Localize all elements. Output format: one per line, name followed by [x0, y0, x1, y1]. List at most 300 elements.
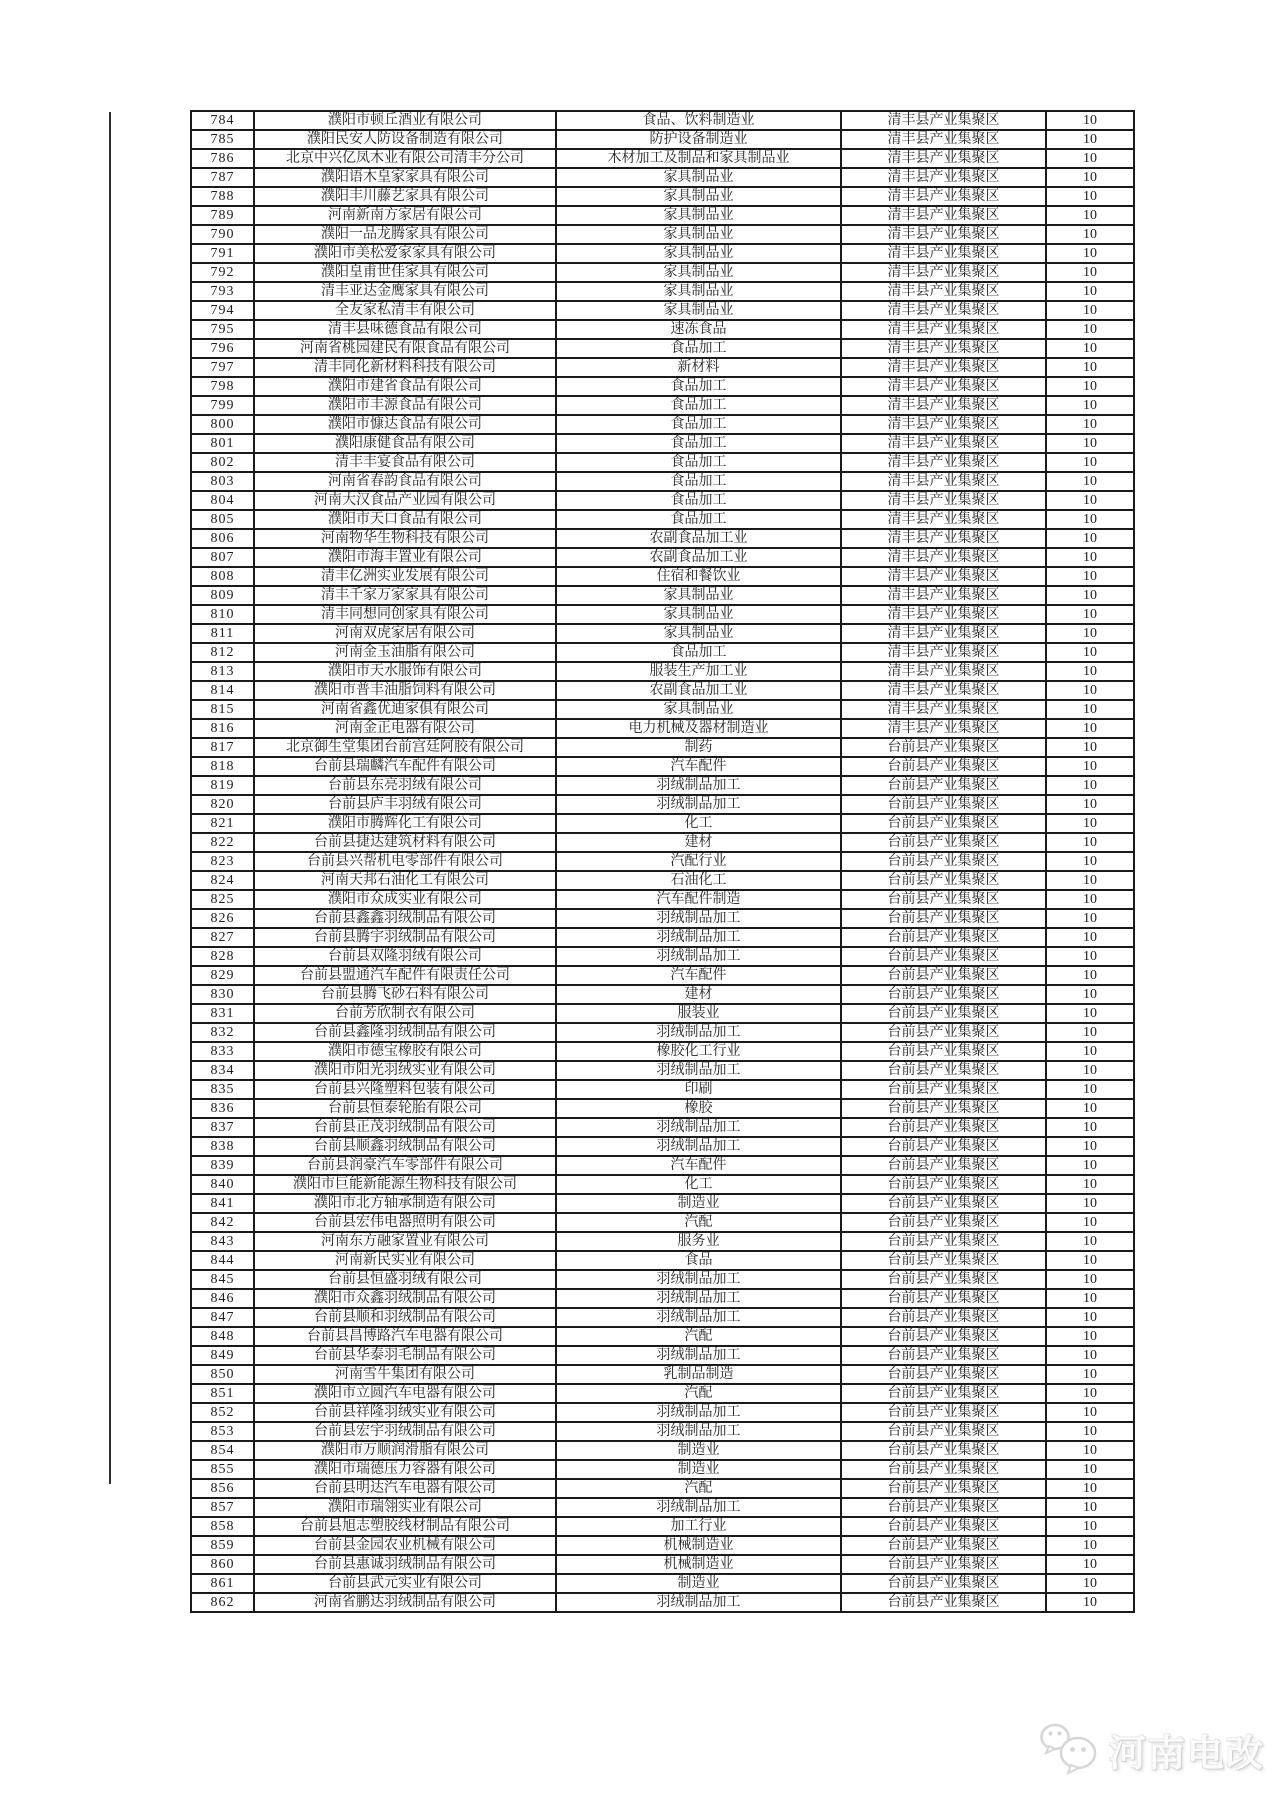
cell-value: 10	[1046, 814, 1134, 833]
cell-no: 839	[191, 1156, 254, 1175]
cell-company: 濮阳市北方轴承制造有限公司	[254, 1194, 556, 1213]
company-table-body	[191, 111, 1134, 1612]
table-row	[191, 263, 1134, 282]
cell-company: 清丰同化新材料科技有限公司	[254, 358, 556, 377]
cell-district: 台前县产业集聚区	[841, 1555, 1046, 1574]
table-row	[191, 1194, 1134, 1213]
cell-company: 河南省桃园建民有限食品有限公司	[254, 339, 556, 358]
cell-value: 10	[1046, 1574, 1134, 1593]
cell-company: 濮阳市瑞德压力容器有限公司	[254, 1460, 556, 1479]
cell-district: 清丰县产业集聚区	[841, 377, 1046, 396]
table-row	[191, 1232, 1134, 1251]
cell-value: 10	[1046, 966, 1134, 985]
cell-no: 816	[191, 719, 254, 738]
cell-value: 10	[1046, 643, 1134, 662]
cell-district: 台前县产业集聚区	[841, 871, 1046, 890]
cell-value: 10	[1046, 1365, 1134, 1384]
cell-industry: 家具制品业	[556, 244, 841, 263]
cell-value: 10	[1046, 396, 1134, 415]
cell-company: 北京御生堂集团台前宫廷阿胶有限公司	[254, 738, 556, 757]
cell-no: 855	[191, 1460, 254, 1479]
cell-industry: 家具制品业	[556, 605, 841, 624]
cell-no: 851	[191, 1384, 254, 1403]
cell-district: 台前县产业集聚区	[841, 1137, 1046, 1156]
cell-industry: 橡胶	[556, 1099, 841, 1118]
cell-industry: 家具制品业	[556, 624, 841, 643]
cell-district: 清丰县产业集聚区	[841, 206, 1046, 225]
cell-value: 10	[1046, 149, 1134, 168]
cell-no: 818	[191, 757, 254, 776]
cell-company: 台前县东亮羽绒有限公司	[254, 776, 556, 795]
table-row	[191, 225, 1134, 244]
cell-value: 10	[1046, 130, 1134, 149]
cell-value: 10	[1046, 491, 1134, 510]
cell-no: 786	[191, 149, 254, 168]
table-row	[191, 206, 1134, 225]
table-row	[191, 1042, 1134, 1061]
cell-no: 861	[191, 1574, 254, 1593]
table-row	[191, 681, 1134, 700]
cell-company: 台前县兴帮机电零部件有限公司	[254, 852, 556, 871]
table-row	[191, 434, 1134, 453]
table-row	[191, 738, 1134, 757]
cell-industry: 制造业	[556, 1574, 841, 1593]
table-row	[191, 1118, 1134, 1137]
cell-value: 10	[1046, 1327, 1134, 1346]
table-row	[191, 548, 1134, 567]
cell-industry: 速冻食品	[556, 320, 841, 339]
cell-no: 805	[191, 510, 254, 529]
cell-district: 清丰县产业集聚区	[841, 624, 1046, 643]
cell-value: 10	[1046, 244, 1134, 263]
cell-district: 清丰县产业集聚区	[841, 434, 1046, 453]
cell-value: 10	[1046, 776, 1134, 795]
cell-value: 10	[1046, 168, 1134, 187]
cell-district: 台前县产业集聚区	[841, 1441, 1046, 1460]
cell-company: 濮阳市瑞翎实业有限公司	[254, 1498, 556, 1517]
cell-no: 856	[191, 1479, 254, 1498]
cell-district: 台前县产业集聚区	[841, 966, 1046, 985]
company-table	[190, 110, 1135, 1613]
cell-no: 837	[191, 1118, 254, 1137]
cell-district: 台前县产业集聚区	[841, 1213, 1046, 1232]
cell-district: 台前县产业集聚区	[841, 947, 1046, 966]
cell-industry: 机械制造业	[556, 1536, 841, 1555]
cell-industry: 食品加工	[556, 339, 841, 358]
table-row	[191, 1498, 1134, 1517]
cell-industry: 汽配	[556, 1479, 841, 1498]
wechat-chat-bubbles-icon	[1038, 1720, 1100, 1781]
cell-district: 台前县产业集聚区	[841, 1289, 1046, 1308]
table-row	[191, 852, 1134, 871]
cell-no: 840	[191, 1175, 254, 1194]
table-row	[191, 1289, 1134, 1308]
cell-no: 798	[191, 377, 254, 396]
cell-industry: 家具制品业	[556, 586, 841, 605]
cell-value: 10	[1046, 985, 1134, 1004]
cell-industry: 食品加工	[556, 377, 841, 396]
cell-district: 台前县产业集聚区	[841, 1042, 1046, 1061]
cell-company: 濮阳一品龙腾家具有限公司	[254, 225, 556, 244]
cell-value: 10	[1046, 529, 1134, 548]
table-row	[191, 871, 1134, 890]
cell-district: 清丰县产业集聚区	[841, 320, 1046, 339]
cell-value: 10	[1046, 453, 1134, 472]
cell-value: 10	[1046, 1403, 1134, 1422]
cell-industry: 印刷	[556, 1080, 841, 1099]
cell-value: 10	[1046, 111, 1134, 130]
cell-district: 台前县产业集聚区	[841, 814, 1046, 833]
cell-no: 785	[191, 130, 254, 149]
cell-no: 790	[191, 225, 254, 244]
cell-no: 857	[191, 1498, 254, 1517]
cell-company: 濮阳皇甫世佳家具有限公司	[254, 263, 556, 282]
cell-value: 10	[1046, 1555, 1134, 1574]
cell-value: 10	[1046, 605, 1134, 624]
cell-no: 854	[191, 1441, 254, 1460]
table-row	[191, 1308, 1134, 1327]
table-row	[191, 130, 1134, 149]
cell-district: 台前县产业集聚区	[841, 1346, 1046, 1365]
cell-industry: 服装生产加工业	[556, 662, 841, 681]
table-row	[191, 567, 1134, 586]
cell-company: 濮阳市慷达食品有限公司	[254, 415, 556, 434]
cell-district: 台前县产业集聚区	[841, 852, 1046, 871]
cell-district: 台前县产业集聚区	[841, 1593, 1046, 1612]
cell-company: 濮阳市天口食品有限公司	[254, 510, 556, 529]
cell-no: 826	[191, 909, 254, 928]
cell-company: 台前县恒泰轮胎有限公司	[254, 1099, 556, 1118]
cell-no: 813	[191, 662, 254, 681]
cell-company: 台前县瑞麟汽车配件有限公司	[254, 757, 556, 776]
cell-value: 10	[1046, 301, 1134, 320]
cell-district: 清丰县产业集聚区	[841, 662, 1046, 681]
cell-value: 10	[1046, 662, 1134, 681]
cell-district: 台前县产业集聚区	[841, 833, 1046, 852]
cell-district: 台前县产业集聚区	[841, 1175, 1046, 1194]
cell-value: 10	[1046, 1118, 1134, 1137]
cell-company: 河南天邦石油化工有限公司	[254, 871, 556, 890]
cell-industry: 羽绒制品加工	[556, 1137, 841, 1156]
cell-industry: 羽绒制品加工	[556, 1023, 841, 1042]
cell-industry: 羽绒制品加工	[556, 795, 841, 814]
cell-value: 10	[1046, 738, 1134, 757]
table-row	[191, 1327, 1134, 1346]
cell-district: 台前县产业集聚区	[841, 928, 1046, 947]
cell-no: 832	[191, 1023, 254, 1042]
cell-value: 10	[1046, 1517, 1134, 1536]
cell-company: 濮阳市德宝橡胶有限公司	[254, 1042, 556, 1061]
cell-no: 841	[191, 1194, 254, 1213]
cell-district: 台前县产业集聚区	[841, 1308, 1046, 1327]
cell-industry: 服装业	[556, 1004, 841, 1023]
cell-no: 787	[191, 168, 254, 187]
cell-value: 10	[1046, 719, 1134, 738]
cell-district: 清丰县产业集聚区	[841, 567, 1046, 586]
cell-company: 河南省鑫优迪家俱有限公司	[254, 700, 556, 719]
cell-district: 台前县产业集聚区	[841, 1080, 1046, 1099]
cell-no: 807	[191, 548, 254, 567]
cell-value: 10	[1046, 890, 1134, 909]
cell-industry: 食品、饮料制造业	[556, 111, 841, 130]
cell-district: 清丰县产业集聚区	[841, 168, 1046, 187]
cell-value: 10	[1046, 1023, 1134, 1042]
cell-no: 793	[191, 282, 254, 301]
cell-industry: 食品加工	[556, 510, 841, 529]
cell-company: 河南东方融家置业有限公司	[254, 1232, 556, 1251]
cell-district: 清丰县产业集聚区	[841, 643, 1046, 662]
cell-no: 810	[191, 605, 254, 624]
cell-company: 台前县鑫隆羽绒制品有限公司	[254, 1023, 556, 1042]
table-row	[191, 624, 1134, 643]
cell-company: 清丰亿洲实业发展有限公司	[254, 567, 556, 586]
cell-no: 847	[191, 1308, 254, 1327]
cell-no: 801	[191, 434, 254, 453]
cell-value: 10	[1046, 1346, 1134, 1365]
cell-no: 800	[191, 415, 254, 434]
table-row	[191, 776, 1134, 795]
table-row	[191, 396, 1134, 415]
cell-industry: 食品加工	[556, 453, 841, 472]
table-row	[191, 510, 1134, 529]
cell-company: 台前县恒盛羽绒有限公司	[254, 1270, 556, 1289]
table-row	[191, 472, 1134, 491]
cell-company: 河南新民实业有限公司	[254, 1251, 556, 1270]
table-row	[191, 1156, 1134, 1175]
watermark	[1038, 1718, 1265, 1782]
cell-company: 台前县兴隆塑料包装有限公司	[254, 1080, 556, 1099]
cell-industry: 木材加工及制品和家具制品业	[556, 149, 841, 168]
table-row	[191, 358, 1134, 377]
table-row	[191, 966, 1134, 985]
cell-district: 清丰县产业集聚区	[841, 415, 1046, 434]
cell-value: 10	[1046, 1460, 1134, 1479]
cell-value: 10	[1046, 852, 1134, 871]
cell-industry: 汽配	[556, 1327, 841, 1346]
cell-company: 河南省春韵食品有限公司	[254, 472, 556, 491]
cell-district: 清丰县产业集聚区	[841, 510, 1046, 529]
cell-no: 803	[191, 472, 254, 491]
cell-value: 10	[1046, 700, 1134, 719]
cell-company: 河南金玉油脂有限公司	[254, 643, 556, 662]
cell-district: 清丰县产业集聚区	[841, 472, 1046, 491]
table-row	[191, 529, 1134, 548]
cell-company: 台前县捷达建筑材料有限公司	[254, 833, 556, 852]
cell-company: 台前县正茂羽绒制品有限公司	[254, 1118, 556, 1137]
cell-company: 清丰丰宴食品有限公司	[254, 453, 556, 472]
cell-no: 806	[191, 529, 254, 548]
cell-company: 清丰县味德食品有限公司	[254, 320, 556, 339]
cell-no: 845	[191, 1270, 254, 1289]
cell-district: 台前县产业集聚区	[841, 1460, 1046, 1479]
table-row	[191, 1365, 1134, 1384]
table-row	[191, 1574, 1134, 1593]
cell-industry: 食品加工	[556, 434, 841, 453]
cell-district: 台前县产业集聚区	[841, 985, 1046, 1004]
cell-no: 784	[191, 111, 254, 130]
cell-company: 台前县鑫鑫羽绒制品有限公司	[254, 909, 556, 928]
cell-value: 10	[1046, 1175, 1134, 1194]
cell-value: 10	[1046, 1593, 1134, 1612]
cell-industry: 农副食品加工业	[556, 548, 841, 567]
cell-district: 清丰县产业集聚区	[841, 149, 1046, 168]
cell-no: 834	[191, 1061, 254, 1080]
table-row	[191, 1023, 1134, 1042]
cell-district: 清丰县产业集聚区	[841, 225, 1046, 244]
cell-value: 10	[1046, 1232, 1134, 1251]
cell-value: 10	[1046, 1004, 1134, 1023]
cell-district: 清丰县产业集聚区	[841, 396, 1046, 415]
cell-industry: 汽配	[556, 1213, 841, 1232]
cell-district: 清丰县产业集聚区	[841, 187, 1046, 206]
cell-company: 台前县顺和羽绒制品有限公司	[254, 1308, 556, 1327]
cell-company: 濮阳市阳光羽绒实业有限公司	[254, 1061, 556, 1080]
cell-company: 北京中兴亿凤木业有限公司清丰分公司	[254, 149, 556, 168]
watermark-label: 河南电改	[1109, 1733, 1265, 1774]
cell-value: 10	[1046, 795, 1134, 814]
cell-no: 799	[191, 396, 254, 415]
cell-district: 台前县产业集聚区	[841, 1384, 1046, 1403]
cell-district: 清丰县产业集聚区	[841, 700, 1046, 719]
cell-industry: 家具制品业	[556, 168, 841, 187]
cell-company: 濮阳市建省食品有限公司	[254, 377, 556, 396]
table-row	[191, 1479, 1134, 1498]
cell-no: 828	[191, 947, 254, 966]
cell-no: 824	[191, 871, 254, 890]
cell-company: 濮阳市丰源食品有限公司	[254, 396, 556, 415]
cell-industry: 汽配行业	[556, 852, 841, 871]
table-row	[191, 700, 1134, 719]
cell-district: 清丰县产业集聚区	[841, 586, 1046, 605]
table-row	[191, 985, 1134, 1004]
cell-industry: 汽配	[556, 1384, 841, 1403]
cell-value: 10	[1046, 206, 1134, 225]
cell-value: 10	[1046, 434, 1134, 453]
cell-industry: 农副食品加工业	[556, 681, 841, 700]
cell-industry: 食品加工	[556, 472, 841, 491]
cell-no: 835	[191, 1080, 254, 1099]
cell-value: 10	[1046, 586, 1134, 605]
cell-no: 830	[191, 985, 254, 1004]
table-row	[191, 301, 1134, 320]
cell-company: 濮阳市立圆汽车电器有限公司	[254, 1384, 556, 1403]
cell-no: 822	[191, 833, 254, 852]
cell-no: 836	[191, 1099, 254, 1118]
cell-industry: 农副食品加工业	[556, 529, 841, 548]
cell-value: 10	[1046, 1061, 1134, 1080]
cell-industry: 家具制品业	[556, 700, 841, 719]
table-row	[191, 282, 1134, 301]
cell-industry: 羽绒制品加工	[556, 947, 841, 966]
cell-industry: 家具制品业	[556, 282, 841, 301]
cell-district: 清丰县产业集聚区	[841, 111, 1046, 130]
cell-no: 796	[191, 339, 254, 358]
cell-no: 853	[191, 1422, 254, 1441]
cell-district: 清丰县产业集聚区	[841, 263, 1046, 282]
cell-no: 831	[191, 1004, 254, 1023]
cell-company: 台前县昌博路汽车电器有限公司	[254, 1327, 556, 1346]
table-row	[191, 928, 1134, 947]
cell-company: 台前县武元实业有限公司	[254, 1574, 556, 1593]
cell-district: 台前县产业集聚区	[841, 1061, 1046, 1080]
cell-no: 811	[191, 624, 254, 643]
table-row	[191, 339, 1134, 358]
cell-no: 860	[191, 1555, 254, 1574]
cell-company: 台前县盟通汽车配件有限责任公司	[254, 966, 556, 985]
table-row	[191, 1004, 1134, 1023]
cell-no: 792	[191, 263, 254, 282]
cell-company: 清丰千家万家家具有限公司	[254, 586, 556, 605]
cell-industry: 羽绒制品加工	[556, 1498, 841, 1517]
cell-no: 797	[191, 358, 254, 377]
cell-district: 台前县产业集聚区	[841, 1251, 1046, 1270]
cell-value: 10	[1046, 1137, 1134, 1156]
table-row	[191, 1555, 1134, 1574]
cell-industry: 家具制品业	[556, 225, 841, 244]
cell-company: 河南省鹏达羽绒制品有限公司	[254, 1593, 556, 1612]
cell-value: 10	[1046, 1213, 1134, 1232]
cell-company: 濮阳市万顺润滑脂有限公司	[254, 1441, 556, 1460]
cell-industry: 制造业	[556, 1441, 841, 1460]
cell-company: 台前县顺鑫羽绒制品有限公司	[254, 1137, 556, 1156]
table-row	[191, 643, 1134, 662]
cell-company: 全友家私清丰有限公司	[254, 301, 556, 320]
cell-value: 10	[1046, 472, 1134, 491]
cell-no: 820	[191, 795, 254, 814]
cell-district: 台前县产业集聚区	[841, 1403, 1046, 1422]
cell-district: 清丰县产业集聚区	[841, 301, 1046, 320]
cell-company: 河南雪牛集团有限公司	[254, 1365, 556, 1384]
cell-industry: 乳制品制造	[556, 1365, 841, 1384]
table-row	[191, 377, 1134, 396]
cell-value: 10	[1046, 1251, 1134, 1270]
table-row	[191, 795, 1134, 814]
cell-value: 10	[1046, 320, 1134, 339]
cell-no: 812	[191, 643, 254, 662]
table-row	[191, 244, 1134, 263]
cell-no: 844	[191, 1251, 254, 1270]
cell-industry: 石油化工	[556, 871, 841, 890]
cell-district: 清丰县产业集聚区	[841, 130, 1046, 149]
cell-company: 河南新南方家居有限公司	[254, 206, 556, 225]
cell-industry: 住宿和餐饮业	[556, 567, 841, 586]
cell-district: 清丰县产业集聚区	[841, 453, 1046, 472]
cell-district: 台前县产业集聚区	[841, 1327, 1046, 1346]
cell-no: 858	[191, 1517, 254, 1536]
table-row	[191, 605, 1134, 624]
table-row	[191, 757, 1134, 776]
cell-company: 濮阳康健食品有限公司	[254, 434, 556, 453]
table-row	[191, 1536, 1134, 1555]
cell-industry: 羽绒制品加工	[556, 1270, 841, 1289]
cell-value: 10	[1046, 909, 1134, 928]
cell-company: 台前芳欣制衣有限公司	[254, 1004, 556, 1023]
table-row	[191, 1175, 1134, 1194]
cell-no: 814	[191, 681, 254, 700]
table-row	[191, 415, 1134, 434]
cell-no: 823	[191, 852, 254, 871]
cell-industry: 羽绒制品加工	[556, 1118, 841, 1137]
cell-company: 濮阳丰川藤艺家具有限公司	[254, 187, 556, 206]
cell-no: 843	[191, 1232, 254, 1251]
cell-industry: 家具制品业	[556, 301, 841, 320]
cell-company: 台前县润豪汽车零部件有限公司	[254, 1156, 556, 1175]
cell-value: 10	[1046, 377, 1134, 396]
cell-district: 清丰县产业集聚区	[841, 529, 1046, 548]
cell-company: 清丰亚达金鹰家具有限公司	[254, 282, 556, 301]
cell-industry: 羽绒制品加工	[556, 776, 841, 795]
cell-industry: 羽绒制品加工	[556, 909, 841, 928]
